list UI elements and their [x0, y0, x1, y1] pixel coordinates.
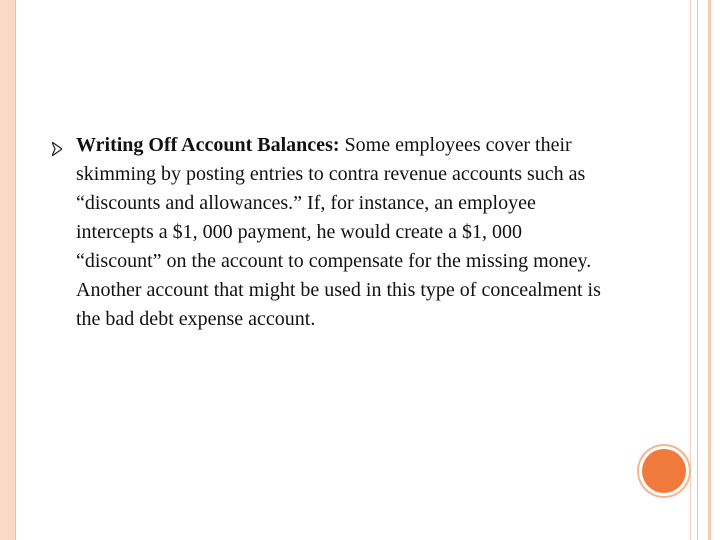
left-border-strip: [0, 0, 16, 540]
right-border-line-outer: [708, 0, 711, 540]
orange-circle-decoration: [642, 449, 686, 493]
right-border-line-inner: [697, 0, 698, 540]
bullet-body: Some employees cover their skimming by posting entries to contra revenue accounts such as “discounts and allowances.” If, for instance, an employee intercepts a $1, 000 payment, he would create a $1, 000 “discount” on the account to compensate for the missing money. Another account that might be used in this type of concealment is the bad debt expense account.: [76, 134, 601, 330]
bullet-heading: Writing Off Account Balances:: [76, 134, 340, 156]
arrowhead-bullet-icon: [52, 136, 62, 150]
slide-content: [52, 131, 612, 334]
bullet-item: [52, 131, 612, 334]
bullet-text: [64, 131, 612, 334]
right-border-line: [690, 0, 691, 540]
